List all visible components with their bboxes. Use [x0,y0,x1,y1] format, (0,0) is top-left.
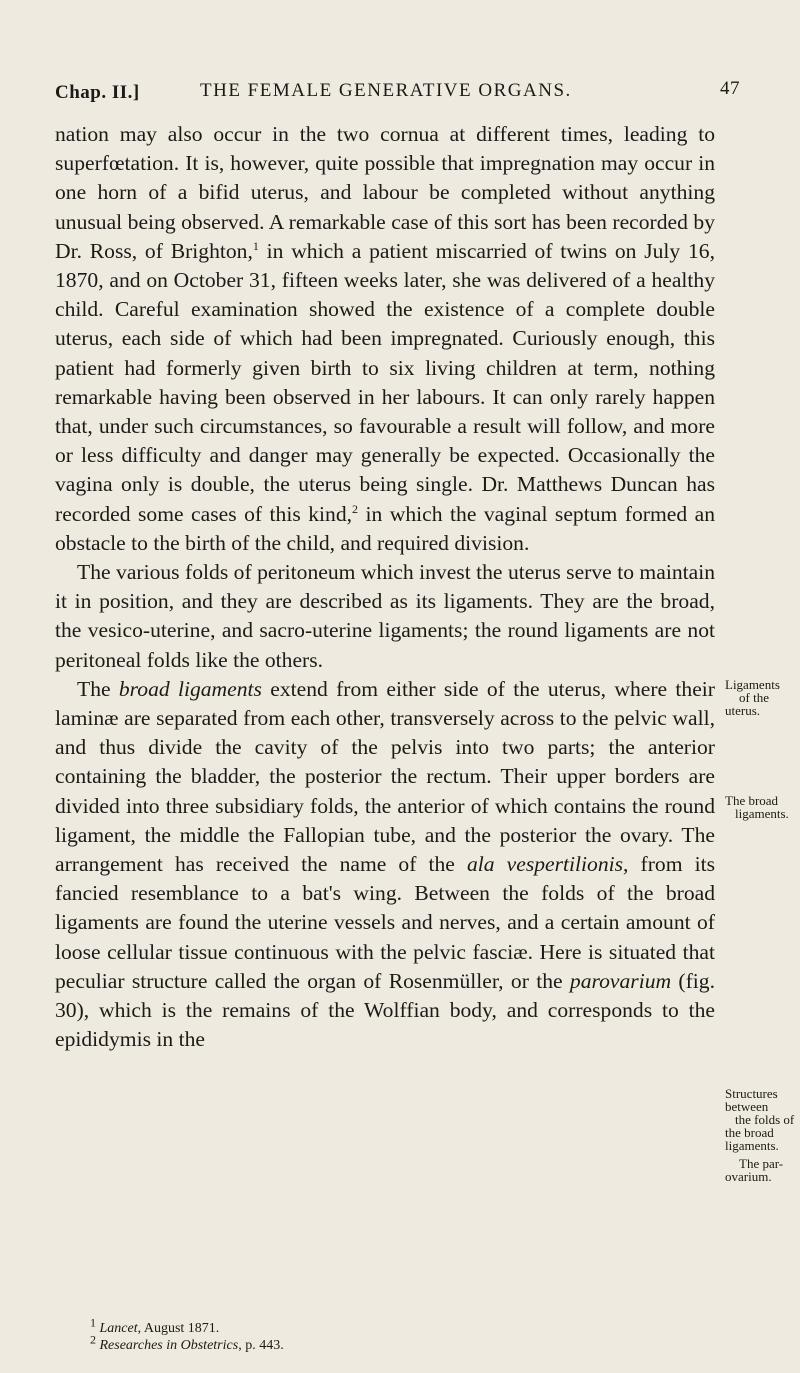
paragraph-text: nation may also occur in the two cornua at different times, leading to superfœtation. It is, however, quite possible that impregnation may occur in one horn of a bifid uterus, and labour be completed without anything unusual being observed. A remarkable case of this sort has been recorded by Dr. Ross, of Brighton, [55,122,715,263]
chapter-label: Chap. II.] [55,82,140,103]
sidenote-line: between [725,1099,769,1114]
running-title: THE FEMALE GENERATIVE ORGANS. [200,80,572,101]
paragraph-text: (fig. 30), which is the remains of the Wolffian body, and corresponds to the epididymis in the [55,968,715,1052]
footnote-mark: 2 [90,1332,96,1347]
footnote-mark: 1 [90,1315,96,1330]
paragraph-text: The [77,676,119,701]
footnote [90,1332,710,1354]
paragraph-text: , from its fancied resemblance to a bat's wing. Between the folds of the broad ligaments are found the uterine vessels and nerves, and a certain amount of loose cellular tissue continuous with the pelvic fasciæ. Here is situated that peculiar structure called the organ of Rosenmüller, or the [55,852,715,993]
sidenote-line: of the [739,690,769,705]
sidenote-broad-ligaments [725,794,800,820]
sidenote-line: the folds of [735,1112,795,1127]
paragraph-broad-ligaments [55,675,715,1055]
footnotes [90,1315,710,1354]
paragraph-superfoetation [55,120,715,558]
footnote-source: Researches in Obstetrics [99,1338,239,1353]
term-broad-ligaments: broad ligaments [118,676,262,701]
term-parovarium: parovarium [569,968,672,993]
footnote-detail: , p. 443. [238,1338,284,1353]
main-text [55,120,715,1055]
running-header [55,80,740,108]
footnote-source: Lancet [99,1321,138,1336]
sidenote-line: the broad [725,1125,774,1140]
sidenote-line: ligaments. [725,1138,779,1153]
sidenote-line: The par- [739,1156,784,1171]
sidenote-ligaments-of-uterus [725,678,800,717]
paragraph-text: extend from either side of the uterus, where their laminæ are separated from each other, transversely across to the pelvic wall, and thus divide the cavity of the pelvis into two parts; the anterior containing the bladder, the posterior the rectum. Their upper borders are divided into three subsidiary folds, the anterior of which contains the round ligament, the middle the Fallopian tube, and the posterior the ovary. The arrangement has received the name of the [55,676,715,877]
sidenote-structures [725,1087,800,1152]
footnote-detail: , August 1871. [137,1321,220,1336]
sidenote-line: The broad [725,793,779,808]
footnote-ref: 2 [352,501,359,516]
footnote-ref: 1 [252,238,259,253]
footnote [90,1315,710,1337]
paragraph-text: in which a patient miscarried of twins on July 16, 1870, and on October 31, fifteen weeks later, she was delivered of a healthy child. Careful examination showed the existence of a complete double uterus, each side of which had been impregnated. Curiously enough, this patient had formerly given birth to six living children at term, nothing remarkable having been observed in her labours. It can only rarely happen that, under such circumstances, so favourable a result will follow, and more or less difficulty and danger may generally be expected. Occasionally the vagina only is double, the uterus being single. Dr. Matthews Duncan has recorded some cases of this kind, [55,238,715,526]
page-number: 47 [720,78,740,99]
paragraph-text: in which the vaginal septum formed an obstacle to the birth of the child, and required division. [55,501,715,555]
sidenote-line: Structures [725,1086,778,1101]
sidenote-line: uterus. [725,703,761,718]
paragraph-ligaments: The various folds of peritoneum which invest the uterus serve to maintain it in position, and they are described as its ligaments. They are the broad, the vesico-uterine, and sacro-uterine ligaments; the round ligaments are not peritoneal folds like the others. [55,560,715,672]
sidenote-line: ovarium. [725,1169,772,1184]
sidenote-line: ligaments. [735,806,789,821]
sidenote-parovarium [725,1157,800,1183]
sidenote-line: Ligaments [725,677,780,692]
term-ala-vespertilionis: ala vespertilionis [466,852,624,877]
